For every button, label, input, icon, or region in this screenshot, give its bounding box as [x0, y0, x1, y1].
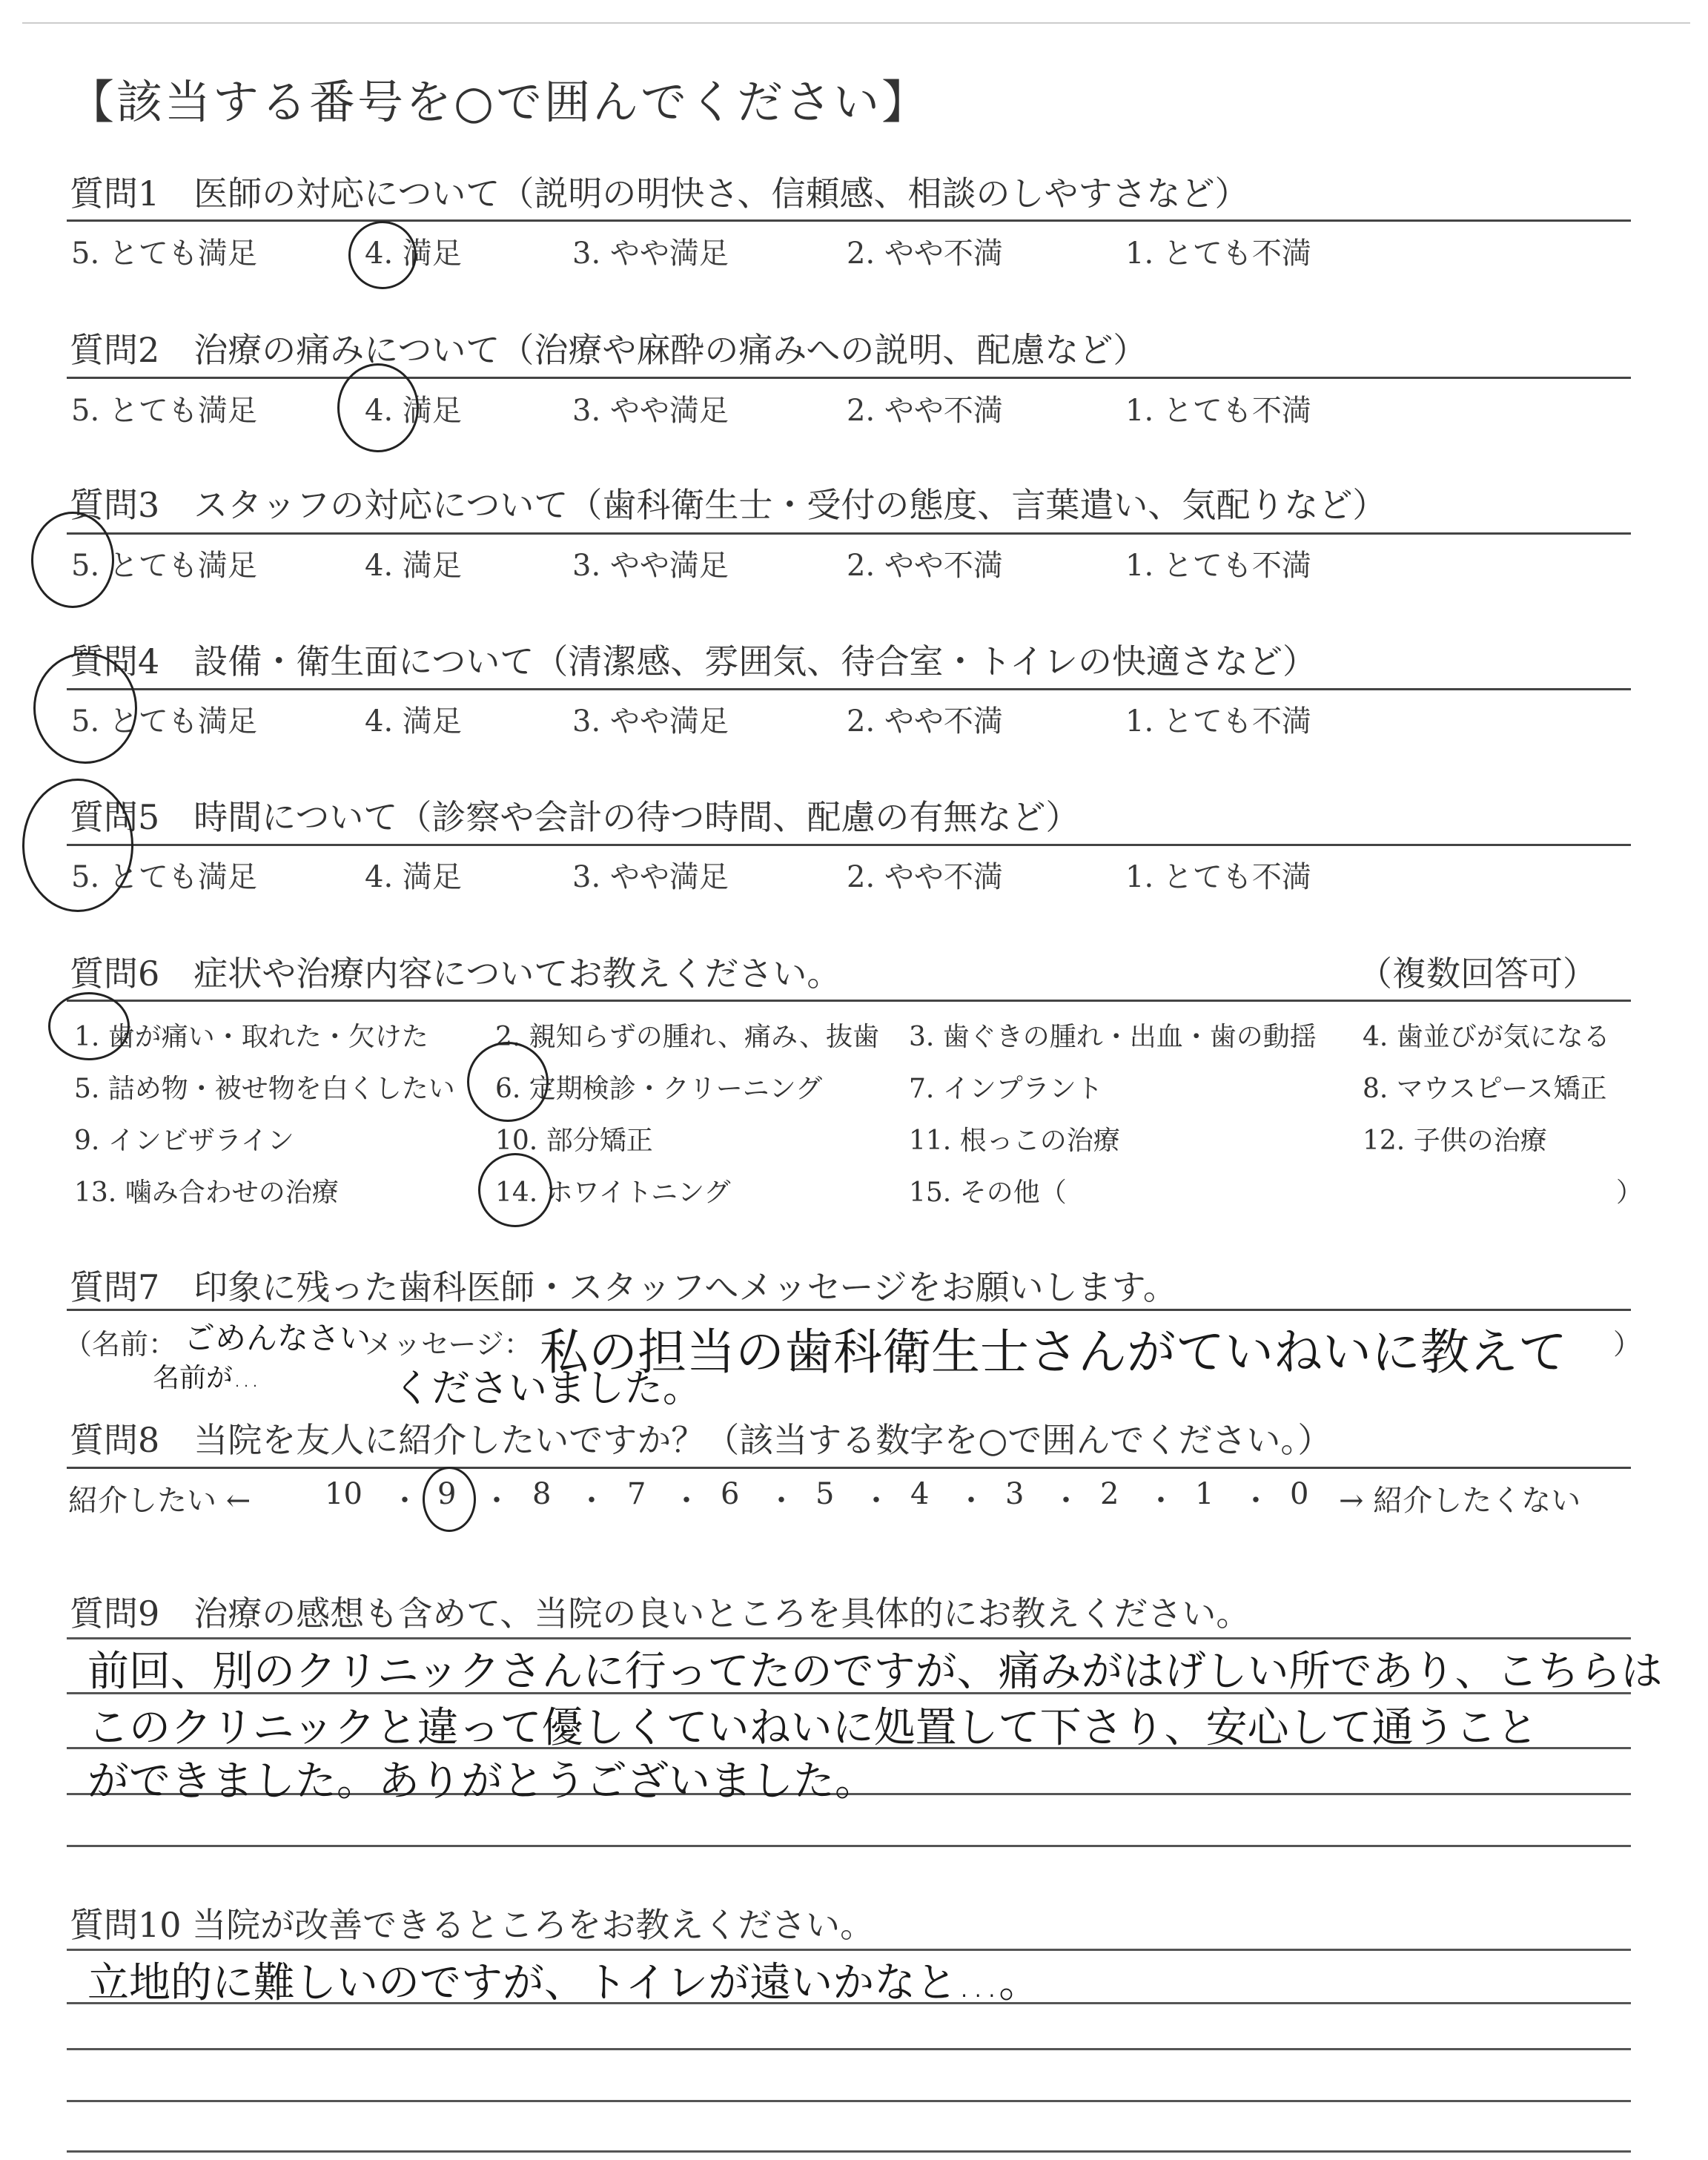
- q3-option-5[interactable]: 5. とても満足: [71, 549, 257, 583]
- q2-option-4[interactable]: 4. 満足: [365, 394, 462, 428]
- q6-title: 質問6 症状や治療内容についてお教えください。: [70, 954, 841, 994]
- q5-rule: [67, 844, 1631, 846]
- q5-answer-circle: [22, 779, 133, 912]
- q1-option-5[interactable]: 5. とても満足: [71, 237, 257, 271]
- q6-option-7[interactable]: 7. インプラント: [909, 1074, 1103, 1104]
- q5-option-3[interactable]: 3. やや満足: [572, 860, 729, 894]
- q6-option-2[interactable]: 2. 親知らずの腫れ、痛み、抜歯: [495, 1022, 880, 1052]
- q1-option-1[interactable]: 1. とても不満: [1125, 237, 1311, 271]
- q8-dot: ・: [1241, 1484, 1271, 1518]
- q3-option-1[interactable]: 1. とても不満: [1125, 549, 1311, 583]
- q6-option-9[interactable]: 9. インビザライン: [74, 1126, 294, 1156]
- q8-dot: ・: [577, 1484, 606, 1518]
- q10-title: 質問10 当院が改善できるところをお教えください。: [70, 1905, 875, 1945]
- q2-answer-circle: [337, 363, 419, 452]
- q10-line-5: [67, 2150, 1631, 2153]
- q8-scale-1[interactable]: 1: [1195, 1477, 1214, 1511]
- q8-scale-7[interactable]: 7: [627, 1477, 646, 1511]
- q7-name-handwritten-2: 名前が…: [153, 1363, 260, 1393]
- q8-dot: ・: [861, 1484, 891, 1518]
- q6-rule: [67, 1000, 1631, 1002]
- q6-option-4[interactable]: 4. 歯並びが気になる: [1363, 1022, 1610, 1052]
- q3-rule: [67, 532, 1631, 535]
- q8-dot: ・: [767, 1484, 796, 1518]
- q7-title: 質問7 印象に残った歯科医師・スタッフへメッセージをお願いします。: [70, 1267, 1177, 1307]
- q8-dot: ・: [1146, 1484, 1176, 1518]
- q10-line-3: [67, 2048, 1631, 2050]
- q4-option-1[interactable]: 1. とても不満: [1125, 704, 1311, 739]
- q8-scale-4[interactable]: 4: [910, 1477, 930, 1511]
- q8-title: 質問8 当院を友人に紹介したいですか？（該当する数字を○で囲んでください。）: [70, 1420, 1332, 1460]
- q6-option-13[interactable]: 13. 噛み合わせの治療: [74, 1178, 339, 1208]
- q3-answer-circle: [31, 512, 114, 608]
- q5-option-1[interactable]: 1. とても不満: [1125, 860, 1311, 894]
- q6-answer-circle-6: [467, 1042, 549, 1122]
- q6-option-5[interactable]: 5. 詰め物・被せ物を白くしたい: [74, 1074, 455, 1104]
- q4-answer-circle: [33, 653, 137, 764]
- q5-option-2[interactable]: 2. やや不満: [847, 860, 1003, 894]
- q2-option-1[interactable]: 1. とても不満: [1125, 394, 1311, 428]
- q8-scale-8[interactable]: 8: [532, 1477, 552, 1511]
- q6-option-1[interactable]: 1. 歯が痛い・取れた・欠けた: [74, 1022, 428, 1052]
- q8-scale-3[interactable]: 3: [1005, 1477, 1025, 1511]
- q8-answer-circle: [423, 1467, 476, 1532]
- q9-answer-line-3: ができました。ありがとうございました。: [87, 1757, 876, 1806]
- q6-answer-circle-14: [478, 1153, 552, 1227]
- scan-edge-line: [22, 22, 1690, 24]
- q6-note: （複数回答可）: [1358, 954, 1597, 994]
- q1-rule: [67, 219, 1631, 222]
- q4-option-4[interactable]: 4. 満足: [365, 704, 462, 739]
- q6-answer-circle-1: [48, 992, 130, 1060]
- q6-option-12[interactable]: 12. 子供の治療: [1363, 1126, 1547, 1156]
- page-title: 【該当する番号を○で囲んでください】: [68, 75, 930, 129]
- q1-answer-circle: [348, 221, 417, 289]
- q5-title: 質問5 時間について（診察や会計の待つ時間、配慮の有無など）: [70, 797, 1080, 837]
- q9-title: 質問9 治療の感想も含めて、当院の良いところを具体的にお教えください。: [70, 1593, 1251, 1634]
- q8-scale-10[interactable]: 10: [325, 1477, 363, 1511]
- q3-option-3[interactable]: 3. やや満足: [572, 549, 729, 583]
- q7-name-handwritten-1: ごめんなさい: [184, 1320, 371, 1356]
- q9-answer-line-2: このクリニックと違って優しくていねいに処置して下さり、安心して通うこと: [87, 1704, 1538, 1752]
- q6-option-11[interactable]: 11. 根っこの治療: [909, 1126, 1120, 1156]
- q1-option-3[interactable]: 3. やや満足: [572, 237, 729, 271]
- q2-option-5[interactable]: 5. とても満足: [71, 394, 257, 428]
- q3-option-4[interactable]: 4. 満足: [365, 549, 462, 583]
- q7-close-paren: ）: [1613, 1328, 1642, 1361]
- q7-rule: [67, 1309, 1631, 1311]
- q3-title: 質問3 スタッフの対応について（歯科衛生士・受付の態度、言葉遣い、気配りなど）: [70, 485, 1387, 525]
- q6-option-14[interactable]: 14. ホワイトニング: [495, 1178, 731, 1208]
- q8-scale-6[interactable]: 6: [721, 1477, 740, 1511]
- q5-option-4[interactable]: 4. 満足: [365, 860, 462, 894]
- q4-option-5[interactable]: 5. とても満足: [71, 704, 257, 739]
- q1-title: 質問1 医師の対応について（説明の明快さ、信頼感、相談のしやすさなど）: [70, 174, 1249, 214]
- q8-scale-0[interactable]: 0: [1290, 1477, 1309, 1511]
- q8-rule: [67, 1467, 1631, 1469]
- q6-option-15[interactable]: 15. その他（: [909, 1178, 1067, 1208]
- q8-dot: ・: [956, 1484, 986, 1518]
- q4-option-2[interactable]: 2. やや不満: [847, 704, 1003, 739]
- q9-line-5: [67, 1845, 1631, 1847]
- q7-message-handwritten-1: 私の担当の歯科衛生士さんがていねいに教えて: [540, 1324, 1567, 1381]
- q1-option-2[interactable]: 2. やや不満: [847, 237, 1003, 271]
- q4-option-3[interactable]: 3. やや満足: [572, 704, 729, 739]
- q4-rule: [67, 688, 1631, 690]
- q9-answer-line-1: 前回、別のクリニックさんに行ってたのですが、痛みがはげしい所であり、こちらは: [87, 1648, 1663, 1696]
- q8-scale-9[interactable]: 9: [437, 1477, 457, 1511]
- q1-option-4[interactable]: 4. 満足: [365, 237, 462, 271]
- q7-message-handwritten-2: くださいました。: [393, 1367, 702, 1411]
- q8-dot: ・: [390, 1484, 420, 1518]
- q2-title: 質問2 治療の痛みについて（治療や麻酔の痛みへの説明、配慮など）: [70, 330, 1148, 370]
- q4-title: 質問4 設備・衛生面について（清潔感、雰囲気、待合室・トイレの快適さなど）: [70, 641, 1317, 681]
- q5-option-5[interactable]: 5. とても満足: [71, 860, 257, 894]
- q6-option-3[interactable]: 3. 歯ぐきの腫れ・出血・歯の動揺: [909, 1022, 1317, 1052]
- q8-dot: ・: [1051, 1484, 1081, 1518]
- q7-name-label: （名前：: [64, 1328, 177, 1361]
- q8-left-label: 紹介したい ←: [68, 1484, 251, 1518]
- q7-message-label: メッセージ：: [365, 1328, 532, 1361]
- q3-option-2[interactable]: 2. やや不満: [847, 549, 1003, 583]
- q6-option-15-close: ）: [1616, 1178, 1644, 1208]
- q8-scale-5[interactable]: 5: [815, 1477, 835, 1511]
- q6-option-8[interactable]: 8. マウスピース矯正: [1363, 1074, 1607, 1104]
- q2-option-3[interactable]: 3. やや満足: [572, 394, 729, 428]
- q8-dot: ・: [482, 1484, 512, 1518]
- q8-dot: ・: [672, 1484, 701, 1518]
- q2-option-2[interactable]: 2. やや不満: [847, 394, 1003, 428]
- q10-line-4: [67, 2100, 1631, 2102]
- q6-option-6[interactable]: 6. 定期検診・クリーニング: [495, 1074, 823, 1104]
- q8-scale-2[interactable]: 2: [1100, 1477, 1119, 1511]
- q2-rule: [67, 377, 1631, 379]
- q6-option-10[interactable]: 10. 部分矯正: [495, 1126, 653, 1156]
- q8-right-label: → 紹介したくない: [1339, 1484, 1581, 1518]
- q10-answer-line-1: 立地的に難しいのですが、トイレが遠いかなと…。: [87, 1959, 1041, 2007]
